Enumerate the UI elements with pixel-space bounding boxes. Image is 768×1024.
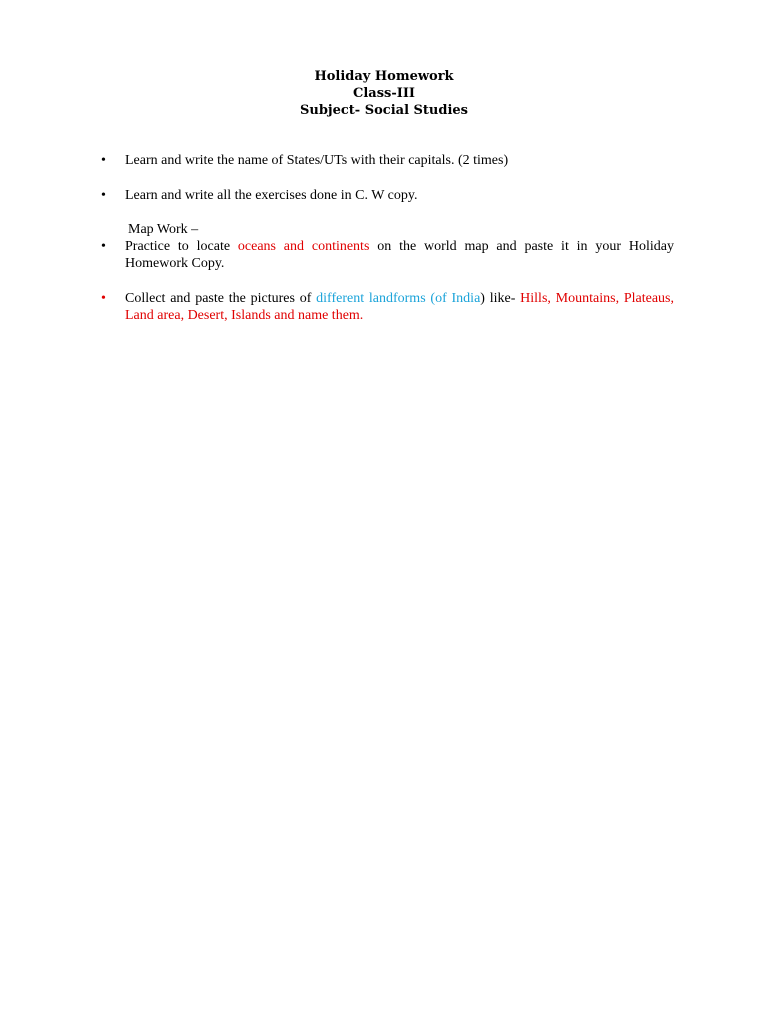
highlight-landforms: different landforms (of India <box>316 291 481 306</box>
bullet-icon: • <box>101 188 106 203</box>
list-item <box>101 152 674 169</box>
bullet-icon: • <box>101 153 106 168</box>
highlight-oceans-continents: oceans and continents <box>237 239 370 254</box>
subject-label: Subject- Social Studies <box>299 103 468 118</box>
text-segment: Practice to locate <box>125 239 238 254</box>
text-segment: Collect and paste the pictures of <box>125 291 317 306</box>
list-item-text: Learn and write all the exercises done in C. W copy. <box>125 188 418 203</box>
list-item <box>101 290 674 324</box>
list-item <box>101 238 674 272</box>
homework-list <box>101 152 674 324</box>
list-item-text <box>125 291 674 323</box>
text-segment: on the world map and paste it in your Holiday Homework Copy. <box>125 239 674 271</box>
bullet-icon: • <box>101 239 106 254</box>
document-title: Holiday Homework <box>314 69 454 84</box>
text-segment: ) like- <box>480 291 521 306</box>
list-item-text <box>125 239 674 271</box>
list-item <box>101 187 674 204</box>
map-work-label: Map Work – <box>128 222 199 237</box>
highlight-landform-types: Hills, Mountains, Plateaus, Land area, Desert, Islands and name them. <box>125 291 674 323</box>
list-item-text: Learn and write the name of States/UTs with their capitals. (2 times) <box>125 153 509 168</box>
bullet-icon: • <box>101 291 106 306</box>
document-header <box>0 68 768 119</box>
class-label: Class-III <box>353 86 415 101</box>
